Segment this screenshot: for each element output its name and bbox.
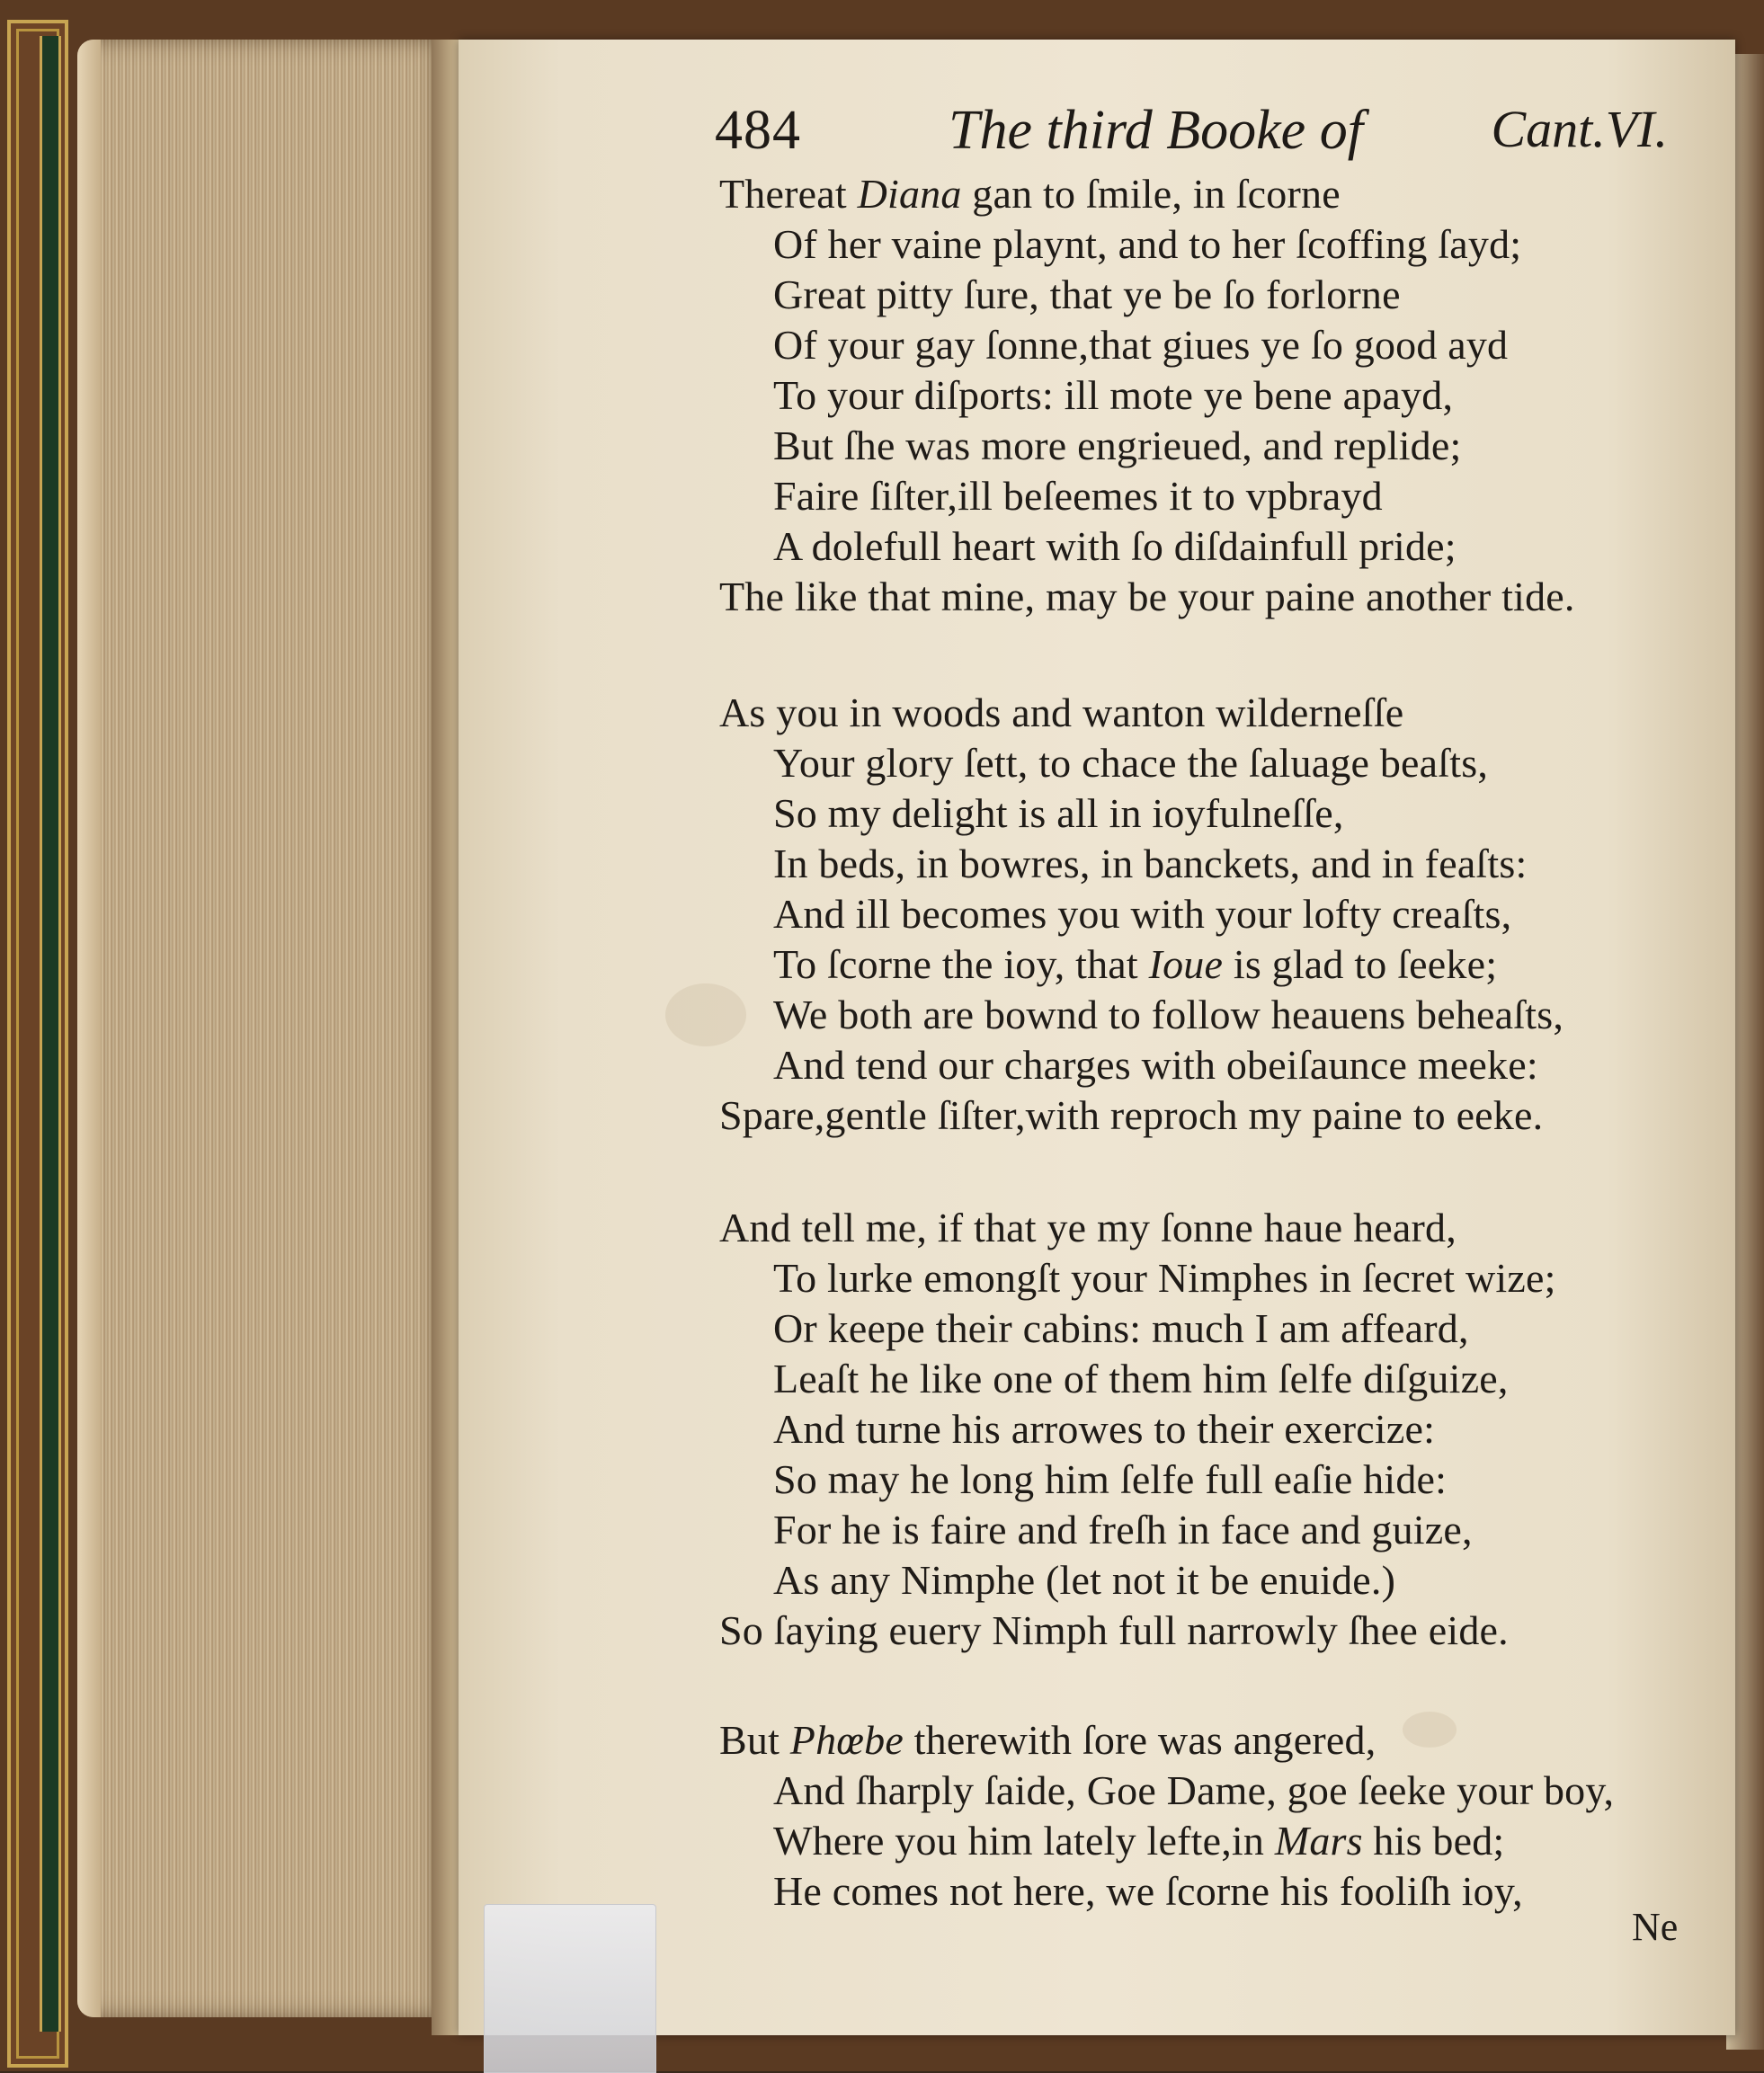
poem-line — [719, 219, 1690, 270]
poem-line — [719, 1505, 1690, 1555]
poem-line — [719, 1253, 1690, 1303]
poem-line — [719, 1404, 1690, 1455]
line-text: So may he long him ſelfe full eaſie hide: — [773, 1456, 1448, 1502]
poem-line — [719, 1455, 1690, 1505]
line-text: Your glory ſett, to chace the ſaluage beaſts, — [773, 740, 1489, 786]
line-text: For he is faire and freſh in face and guize, — [773, 1507, 1473, 1553]
line-text: gan to ſmile, in ſcorne — [961, 171, 1341, 217]
poem-line — [719, 169, 1690, 219]
poem-line — [719, 1555, 1690, 1606]
line-text: And ſharply ſaide, Goe Dame, goe ſeeke your boy, — [773, 1767, 1615, 1813]
running-title: The third Booke of — [949, 100, 1363, 161]
line-text: But ſhe was more engrieued, and replide; — [773, 423, 1462, 468]
line-text: And turne his arrowes to their exercize: — [773, 1406, 1436, 1452]
line-text: To your diſports: ill mote ye bene apayd, — [773, 372, 1454, 418]
line-text: So ſaying euery Nimph full narrowly ſhee eide. — [719, 1607, 1509, 1653]
poem-line — [719, 889, 1690, 939]
poem-line — [719, 270, 1690, 320]
running-header — [715, 99, 1668, 171]
line-text: He comes not here, we ſcorne his fooliſh ioy, — [773, 1868, 1523, 1914]
canto-label: Cant.VI. — [1491, 100, 1668, 158]
poem-line — [719, 1866, 1690, 1917]
line-text: Spare,gentle ſiſter,with reproch my paine to eeke. — [719, 1092, 1544, 1138]
italic-name: Diana — [857, 171, 962, 217]
line-text: Or keepe their cabins: much I am affeard, — [773, 1305, 1469, 1351]
poem-line — [719, 1715, 1690, 1766]
line-text: Great pitty ſure, that ye be ſo forlorne — [773, 271, 1401, 317]
poem-line — [719, 1354, 1690, 1404]
poem-line — [719, 788, 1690, 839]
line-text: Where you him lately lefte,in — [773, 1818, 1275, 1864]
italic-name: Ioue — [1148, 941, 1224, 987]
page-number: 484 — [715, 100, 801, 161]
line-text: And tend our charges with obeiſaunce meeke: — [773, 1042, 1538, 1088]
line-text: Thereat — [719, 171, 858, 217]
poem-line — [719, 370, 1690, 421]
poem-line — [719, 471, 1690, 521]
poem-line — [719, 1303, 1690, 1354]
line-text: is glad to ſeeke; — [1223, 941, 1498, 987]
poem-line — [719, 421, 1690, 471]
line-text: his bed; — [1362, 1818, 1505, 1864]
line-text: To lurke emongſt your Nimphes in ſecret wize; — [773, 1255, 1556, 1301]
catchword: Ne — [1632, 1905, 1679, 1949]
line-text: So my delight is all in ioyfulneſſe, — [773, 790, 1344, 836]
poem-line — [719, 990, 1690, 1040]
line-text: To ſcorne the ioy, that — [773, 941, 1149, 987]
line-text: As any Nimphe (let not it be enuide.) — [773, 1557, 1396, 1603]
line-text: therewith ſore was angered, — [903, 1717, 1376, 1763]
poem-line — [719, 1090, 1690, 1141]
page-clip — [484, 1904, 656, 2073]
line-text: And ill becomes you with your lofty creaſts, — [773, 891, 1512, 937]
poem-line — [719, 939, 1690, 990]
cover-inlay — [40, 36, 61, 2032]
line-text: We both are bownd to follow heauens beheaſts, — [773, 992, 1564, 1037]
line-text: The like that mine, may be your paine another tide. — [719, 574, 1575, 619]
line-text: Leaſt he like one of them him ſelfe diſguize, — [773, 1356, 1509, 1401]
poem-line — [719, 688, 1690, 738]
stanza — [719, 1203, 1690, 1656]
poem-line — [719, 1816, 1690, 1866]
page-edges-stack — [77, 40, 437, 2017]
poem-line — [719, 521, 1690, 572]
stanza — [719, 688, 1690, 1141]
poem-line — [719, 1040, 1690, 1090]
poem-line — [719, 1766, 1690, 1816]
italic-name: Mars — [1274, 1818, 1363, 1864]
italic-name: Phœbe — [789, 1717, 904, 1763]
poem-line — [719, 320, 1690, 370]
poem-line — [719, 738, 1690, 788]
poem-line — [719, 1203, 1690, 1253]
stanza — [719, 169, 1690, 622]
poem-line — [719, 1606, 1690, 1656]
line-text: But — [719, 1717, 790, 1763]
stanza — [719, 1715, 1690, 1917]
poem-line — [719, 572, 1690, 622]
line-text: As you in woods and wanton wilderneſſe — [719, 690, 1404, 735]
line-text: Of your gay ſonne,that giues ye ſo good ayd — [773, 322, 1509, 368]
poem-line — [719, 839, 1690, 889]
page-edges-highlight — [77, 40, 101, 2017]
line-text: A dolefull heart with ſo diſdainfull pride; — [773, 523, 1457, 569]
line-text: Faire ſiſter,ill beſeemes it to vpbrayd — [773, 473, 1383, 519]
line-text: Of her vaine playnt, and to her ſcoffing ſayd; — [773, 221, 1522, 267]
line-text: In beds, in bowres, in banckets, and in feaſts: — [773, 841, 1528, 886]
line-text: And tell me, if that ye my ſonne haue heard, — [719, 1205, 1457, 1250]
